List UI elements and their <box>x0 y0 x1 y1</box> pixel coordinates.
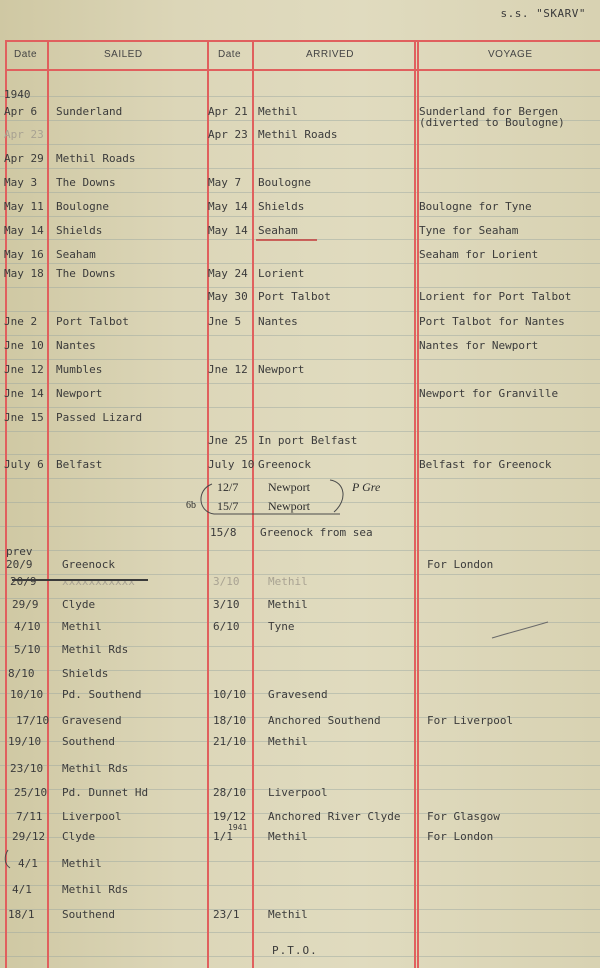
sailed-place: Pd. Dunnet Hd <box>62 786 149 799</box>
sailed-place: Mumbles <box>56 363 103 376</box>
arrived-place: Methil <box>268 830 308 843</box>
arrived-date: 19/12 <box>213 810 247 823</box>
sailed-place: Southend <box>62 735 115 748</box>
voyage: For London <box>427 558 494 571</box>
arrived-date: 23/1 <box>213 908 240 921</box>
sailed-date: May 3 <box>4 176 38 189</box>
arrived-place: Port Talbot <box>258 290 331 303</box>
scribble-note: P Gre <box>352 480 381 494</box>
sailed-date: May 18 <box>4 267 44 280</box>
arrived-date: 21/10 <box>213 735 247 748</box>
header-voyage: VOYAGE <box>488 49 533 60</box>
arrived-place: Nantes <box>258 315 298 328</box>
year-1940: 1940 <box>4 88 31 101</box>
voyage: Belfast for Greenock <box>419 458 552 471</box>
header-sailed: SAILED <box>104 49 143 60</box>
brace-mark <box>330 480 343 512</box>
arrived-date: Jne 25 <box>208 434 248 447</box>
sailed-place: Gravesend <box>62 714 122 727</box>
sailed-date: 10/10 <box>10 688 44 701</box>
prev-label: prev <box>6 545 33 558</box>
arrived-date: Apr 21 <box>208 105 248 118</box>
sailed-place: Port Talbot <box>56 315 129 328</box>
arrived-date: May 14 <box>208 200 248 213</box>
handwritten-place-2: Newport <box>268 499 310 513</box>
voyage: Sunderland for Bergen <box>419 105 559 118</box>
sailed-date: 20/9 <box>6 558 33 571</box>
arrived-place: Methil <box>268 735 308 748</box>
arrived-date: 1/1 <box>213 830 233 843</box>
voyage: For Glasgow <box>427 810 500 823</box>
please-turn-over: P.T.O. <box>272 944 318 957</box>
arrived-date: May 24 <box>208 267 248 280</box>
sailed-date: 29/9 <box>12 598 39 611</box>
sailed-place: Methil <box>62 620 102 633</box>
bracket-mark <box>201 484 340 514</box>
sailed-date: May 16 <box>4 248 44 261</box>
sailed-date: Jne 12 <box>4 363 44 376</box>
handwritten-date-1: 12/7 <box>217 480 239 494</box>
arrived-place: Boulogne <box>258 176 311 189</box>
sailed-place: Greenock <box>62 558 115 571</box>
sailed-place: Newport <box>56 387 103 400</box>
arrived-place: Methil <box>258 105 298 118</box>
arrived-place: Anchored River Clyde <box>268 810 401 823</box>
sailed-place: Methil Roads <box>56 152 136 165</box>
voyage: Boulogne for Tyne <box>419 200 532 213</box>
arrived-place: In port Belfast <box>258 434 358 447</box>
greenock-date: 15/8 <box>210 526 237 539</box>
voyage: For Liverpool <box>427 714 514 727</box>
sailed-place: Methil Rds <box>62 762 129 775</box>
sailed-place: Belfast <box>56 458 103 471</box>
arrived-place: Seaham <box>258 224 298 237</box>
arrived-place: Newport <box>258 363 305 376</box>
voyage: Tyne for Seaham <box>419 224 519 237</box>
voyage: Port Talbot for Nantes <box>419 315 565 328</box>
arrived-place: Tyne <box>268 620 295 633</box>
arrived-date: 3/10 <box>213 598 240 611</box>
sailed-date: 8/10 <box>8 667 35 680</box>
voyage: For London <box>427 830 494 843</box>
arrived-place: Anchored Southend <box>268 714 381 727</box>
sailed-place: xxxxxxxxxxx <box>62 575 135 588</box>
pencil-stroke <box>492 622 548 638</box>
sailed-date: 5/10 <box>14 643 41 656</box>
arrived-place: Shields <box>258 200 305 213</box>
sailed-date: Jne 10 <box>4 339 44 352</box>
arrived-place: Methil <box>268 908 308 921</box>
sailed-date: Jne 14 <box>4 387 44 400</box>
sailed-place: Clyde <box>62 598 96 611</box>
arrived-date: July 10 <box>208 458 255 471</box>
sailed-date: July 6 <box>4 458 44 471</box>
arrived-date: 3/10 <box>213 575 240 588</box>
sailed-place: Passed Lizard <box>56 411 143 424</box>
arrived-date: Apr 23 <box>208 128 248 141</box>
sailed-date: 7/11 <box>16 810 43 823</box>
sailed-place: Southend <box>62 908 115 921</box>
greenock-place: Greenock from sea <box>260 526 373 539</box>
arrived-date: 6/10 <box>213 620 240 633</box>
sailed-date: 20/9 <box>10 575 37 588</box>
sailed-place: Methil <box>62 857 102 870</box>
sailed-date: 17/10 <box>16 714 50 727</box>
sailed-place: Shields <box>62 667 109 680</box>
sailed-place: Seaham <box>56 248 96 261</box>
sailed-place: The Downs <box>56 176 116 189</box>
sailed-place: Pd. Southend <box>62 688 142 701</box>
arrived-date: Jne 12 <box>208 363 248 376</box>
arrived-date: May 7 <box>208 176 242 189</box>
sailed-date: 18/1 <box>8 908 35 921</box>
arrived-place: Greenock <box>258 458 311 471</box>
sailed-place: Sunderland <box>56 105 123 118</box>
sailed-date: May 14 <box>4 224 44 237</box>
sailed-date: 4/1 <box>12 883 32 896</box>
arrived-date: Jne 5 <box>208 315 242 328</box>
header-arrived: ARRIVED <box>306 49 354 60</box>
year-1941: 1941 <box>228 823 248 832</box>
sailed-place: Methil Rds <box>62 883 129 896</box>
header-date-arrived: Date <box>218 49 242 60</box>
sailed-date: Jne 2 <box>4 315 38 328</box>
voyage: (diverted to Boulogne) <box>419 116 565 129</box>
sailed-date: 4/1 <box>18 857 38 870</box>
sailed-place: Methil Rds <box>62 643 129 656</box>
handwritten-date-2: 15/7 <box>217 499 239 513</box>
arrived-place: Liverpool <box>268 786 328 799</box>
sailed-place: Shields <box>56 224 103 237</box>
sailed-date: 23/10 <box>10 762 44 775</box>
sailed-date: 4/10 <box>14 620 41 633</box>
arrived-place: Methil <box>268 598 308 611</box>
sailed-date: 29/12 <box>12 830 46 843</box>
handwritten-place-1: Newport <box>268 480 310 494</box>
sailed-place: Liverpool <box>62 810 122 823</box>
arrived-date: 28/10 <box>213 786 247 799</box>
sailed-place: The Downs <box>56 267 116 280</box>
margin-note: 6b <box>186 500 196 511</box>
arrived-place: Gravesend <box>268 688 328 701</box>
header-date-sailed: Date <box>14 49 38 60</box>
sailed-date: Apr 6 <box>4 105 38 118</box>
arrived-place: Methil Roads <box>258 128 338 141</box>
ship-title: s.s. "SKARV" <box>500 7 586 20</box>
sailed-date: May 11 <box>4 200 44 213</box>
arrived-date: 10/10 <box>213 688 247 701</box>
margin-bracket <box>5 850 10 868</box>
arrived-date: May 14 <box>208 224 248 237</box>
arrived-date: May 30 <box>208 290 248 303</box>
sailed-date: Apr 29 <box>4 152 44 165</box>
sailed-place: Boulogne <box>56 200 109 213</box>
voyage: Seaham for Lorient <box>419 248 539 261</box>
sailed-place: Clyde <box>62 830 96 843</box>
sailed-date: 19/10 <box>8 735 42 748</box>
voyage: Lorient for Port Talbot <box>419 290 572 303</box>
sailed-place: Nantes <box>56 339 96 352</box>
arrived-place: Methil <box>268 575 308 588</box>
arrived-place: Lorient <box>258 267 305 280</box>
arrived-date: 18/10 <box>213 714 247 727</box>
voyage: Nantes for Newport <box>419 339 539 352</box>
sailed-date: Jne 15 <box>4 411 44 424</box>
voyage: Newport for Granville <box>419 387 559 400</box>
sailed-date: 25/10 <box>14 786 48 799</box>
sailed-date: Apr 23 <box>4 128 44 141</box>
